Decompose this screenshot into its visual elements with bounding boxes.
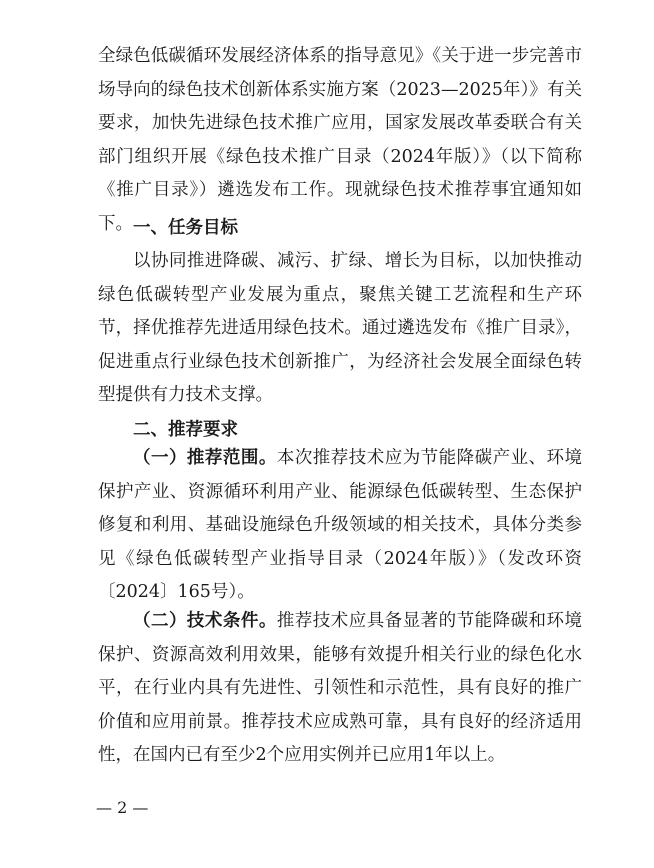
section-heading-task-goals: 一、任务目标 [133,218,238,238]
intro-paragraph: 全绿色低碳循环发展经济体系的指导意见》《关于进一步完善市场导向的绿色技术创新体系实施方案（2023—2025年）》有关要求，加快先进绿色技术推广应用，国家发展改革委联合有关部门组织开展《绿色技术推广目录（2024年版）》（以下简称《推广目录》）遴选发布工作。现就绿色技术推荐事宜通知如下。 [98,46,582,234]
recommendation-scope-paragraph [98,442,582,610]
technical-conditions-text: 推荐技术应具备显著的节能降碳和环境保护、资源高效利用效果，能够有效提升相关行业的绿色化水平，在行业内具有先进性、引领性和示范性，具有良好的推广价值和应用前景。推荐技术应成熟可靠，具有良好的经济适用性，在国内已有至少2个应用实例并已应用1年以上。 [98,611,583,765]
technical-conditions-label: （二）技术条件。 [133,611,277,631]
recommendation-scope-text: 本次推荐技术应为节能降碳产业、环境保护产业、资源循环利用产业、能源绿色低碳转型、生态保护修复和利用、基础设施绿色升级领域的相关技术，具体分类参见《绿色低碳转型产业指导目录（2024年版）》（发改环资〔2024〕165号）。 [98,448,583,602]
technical-conditions-paragraph [98,605,582,773]
task-goals-paragraph: 以协同推进降碳、减污、扩绿、增长为目标，以加快推动绿色低碳转型产业发展为重点，聚焦关键工艺流程和生产环节，择优推荐先进适用绿色技术。通过遴选发布《推广目录》，促进重点行业绿色技术创新推广，为经济社会发展全面绿色转型提供有力技术支撑。 [98,251,582,405]
section-heading-recommendation-requirements: 二、推荐要求 [133,420,238,440]
recommendation-scope-label: （一）推荐范围。 [133,448,277,468]
page-number: — 2 — [96,798,149,817]
